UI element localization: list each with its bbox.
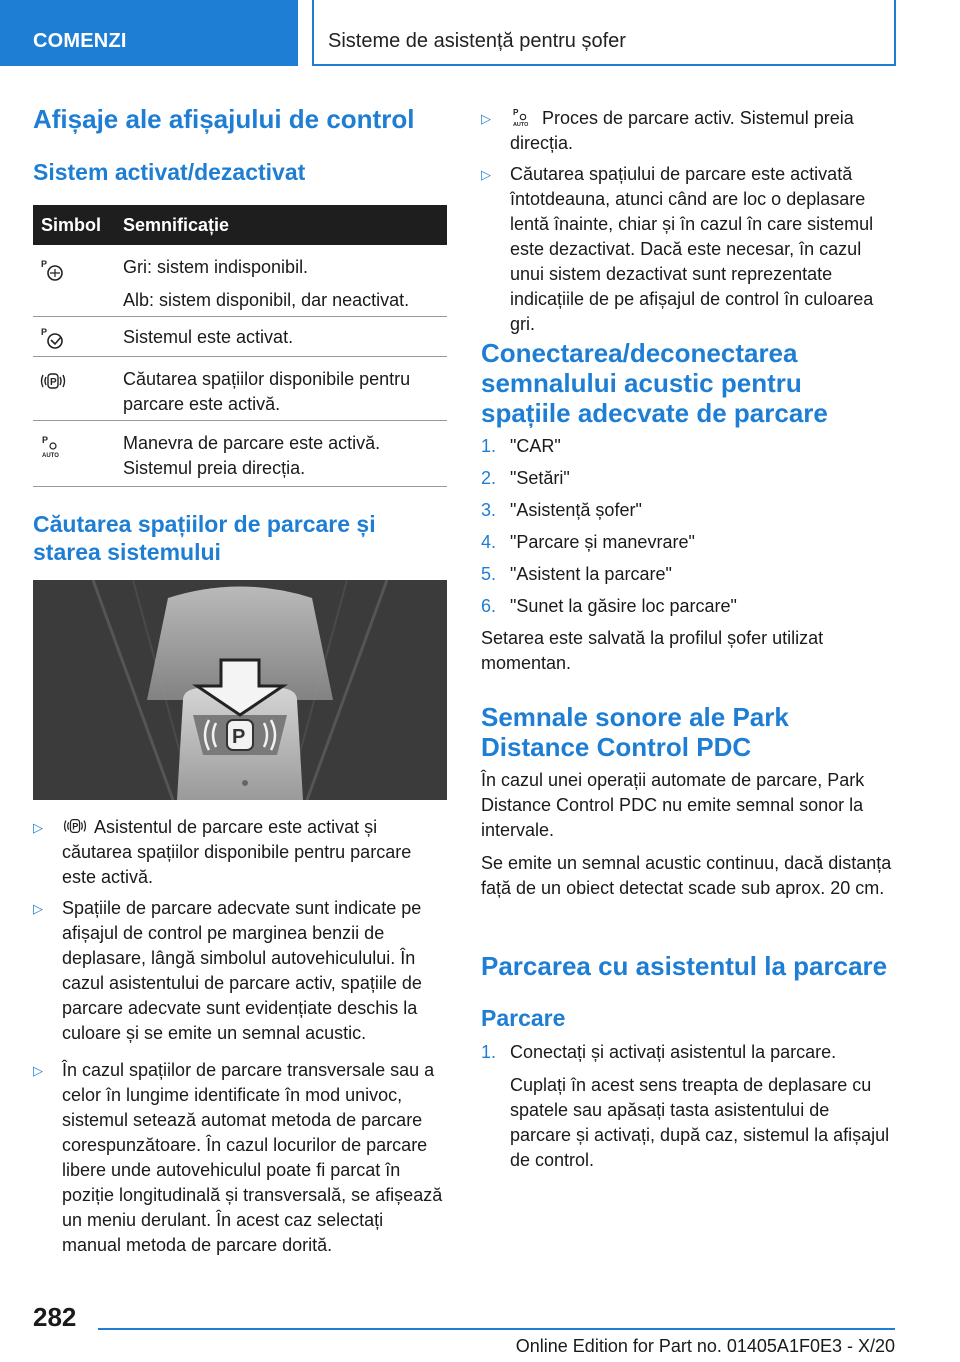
- list-item: [481, 498, 895, 523]
- pdc-paragraph: Se emite un semnal acustic continuu, dacă distanța față de un obiect detectat scade sub aprox. 20 cm.: [481, 853, 892, 898]
- breadcrumb[interactable]: Sisteme de asistență pentru șofer: [312, 0, 896, 66]
- step-detail: Cuplați în acest sens treapta de deplasare cu spatele sau apăsați tasta asistentului de parcare și activați, după caz, sistemul la afișajul de control.: [510, 1075, 890, 1170]
- svg-text:P: P: [513, 108, 519, 118]
- step-text: "Asistent la parcare": [510, 564, 672, 584]
- col-meaning-header: Semnificație: [123, 215, 230, 235]
- row-text: Gri: sistem indisponibil.: [123, 257, 309, 277]
- step-number: 1.: [481, 1042, 497, 1062]
- heading-signal-toggle: Conectarea/deconectarea semnalului acustic pentru spațiile adecvate de parcare: [481, 338, 828, 428]
- row-text: Sistemul este activat.: [123, 327, 294, 347]
- row-text: Manevra de parcare este activă. Sistemul preia direcția.: [123, 433, 381, 478]
- list-item: [481, 594, 895, 619]
- park-auto-icon: [39, 433, 67, 459]
- parking-display-image: [33, 580, 447, 800]
- pdc-paragraph: În cazul unei operații automate de parcare, Park Distance Control PDC nu emite semnal sonor la intervale.: [481, 770, 865, 840]
- section-tab[interactable]: COMENZI: [0, 0, 298, 66]
- svg-text:AUTO: AUTO: [513, 122, 529, 127]
- row-text: Alb: sistem disponibil, dar neactivat.: [123, 290, 410, 310]
- edition-note: Online Edition for Part no. 01405A1F0E3 - X/20: [515, 1336, 895, 1356]
- bullet-triangle-icon: ▷: [33, 820, 43, 835]
- park-assist-active-icon: [39, 325, 67, 351]
- svg-text:P: P: [42, 435, 49, 445]
- list-item: [481, 466, 895, 491]
- symbol-table: [33, 205, 447, 487]
- step-text: "CAR": [510, 436, 561, 456]
- list-item: [481, 106, 895, 156]
- list-item: [33, 896, 447, 1046]
- step-text: "Asistență șofer": [510, 500, 642, 520]
- heading-parcare: Parcare: [481, 1005, 566, 1031]
- row-text: Căutarea spațiilor disponibile pentru parcare este activă.: [123, 369, 411, 414]
- bullet-triangle-icon: ▷: [481, 111, 491, 126]
- list-item: [481, 530, 895, 555]
- park-assist-circle-icon: [39, 257, 67, 283]
- footer-divider: [98, 1328, 895, 1330]
- bullet-text: Asistentul de parcare este activat și căutarea spațiilor disponibile pentru parcare este activă.: [62, 817, 412, 887]
- car-parking-illustration: [33, 580, 447, 800]
- bullet-text: Proces de parcare activ. Sistemul preia direcția.: [510, 108, 854, 153]
- col-symbol-header: Simbol: [41, 215, 102, 235]
- step-text: "Parcare și manevrare": [510, 532, 695, 552]
- bullet-triangle-icon: ▷: [33, 1063, 43, 1078]
- list-item: [481, 562, 895, 587]
- heading-parking-search: Căutarea spațiilor de parcare și starea sistemului: [33, 511, 376, 565]
- saved-note: Setarea este salvată la profilul șofer utilizat momentan.: [481, 628, 824, 673]
- bullet-triangle-icon: ▷: [481, 167, 491, 182]
- heading-control-display: Afișaje ale afișajului de control: [33, 104, 415, 134]
- page-number: 282: [33, 1302, 77, 1332]
- svg-text:P: P: [41, 259, 48, 269]
- step-text: "Sunet la găsire loc parcare": [510, 596, 737, 616]
- table-row: [33, 317, 447, 357]
- bullet-text: Spațiile de parcare adecvate sunt indicate pe afișajul de control pe marginea benzii de deplasare, lângă simbolul autovehiculului. În cazul asistentului de parcare activ, spațiile de parcare adecvate sunt evidențiate deschis la culoare și se emite un semnal acustic.: [62, 898, 422, 1043]
- page-header: [0, 0, 960, 66]
- park-auto-icon: [510, 107, 536, 127]
- step-number: 3.: [481, 500, 497, 520]
- parking-space-search-icon: [62, 816, 88, 836]
- list-item: [481, 162, 895, 337]
- heading-park-with-assist: Parcarea cu asistentul la parcare: [481, 951, 888, 981]
- parking-space-search-icon: [39, 369, 67, 395]
- step-number: 5.: [481, 564, 497, 584]
- svg-text:AUTO: AUTO: [42, 453, 59, 459]
- bullet-text: Căutarea spațiului de parcare este activată întotdeauna, atunci când are loc o deplasare lentă înainte, chiar și în cazul în care sistemul este dezactivat. Dacă este necesar, în cazul unui sistem dezactivat sunt reprezentate indicațiile de pe afișajul de control în culoarea gri.: [510, 164, 874, 334]
- list-item: [481, 1040, 895, 1065]
- step-number: 6.: [481, 596, 497, 616]
- svg-text:P: P: [232, 726, 246, 748]
- svg-text:P: P: [50, 377, 57, 388]
- list-item: [33, 1058, 447, 1258]
- table-header: [33, 205, 447, 245]
- step-text: "Setări": [510, 468, 570, 488]
- table-row: [33, 421, 447, 487]
- bullet-triangle-icon: ▷: [33, 901, 43, 916]
- step-number: 1.: [481, 436, 497, 456]
- step-number: 2.: [481, 468, 497, 488]
- step-number: 4.: [481, 532, 497, 552]
- list-item: [33, 815, 447, 890]
- heading-system-state: Sistem activat/dezactivat: [33, 159, 306, 185]
- svg-text:P: P: [72, 821, 79, 832]
- heading-pdc-signals: Semnale sonore ale Park Distance Control PDC: [481, 702, 789, 762]
- step-text: Conectați și activați asistentul la parcare.: [510, 1042, 837, 1062]
- bullet-text: În cazul spațiilor de parcare transversale sau a celor în lungime identificate în mod univoc, sistemul setează automat metoda de parcare corespunzătoare. În cazul locurilor de parcare libere unde autovehiculul poate fi parcat în poziție longitudinală și transversală, se afișează un meniu derulant. În acest caz selectați manual metoda de parcare dorită.: [62, 1060, 443, 1255]
- table-row: [33, 245, 447, 317]
- table-row: [33, 357, 447, 421]
- list-item: [481, 434, 895, 459]
- svg-text:P: P: [41, 327, 48, 337]
